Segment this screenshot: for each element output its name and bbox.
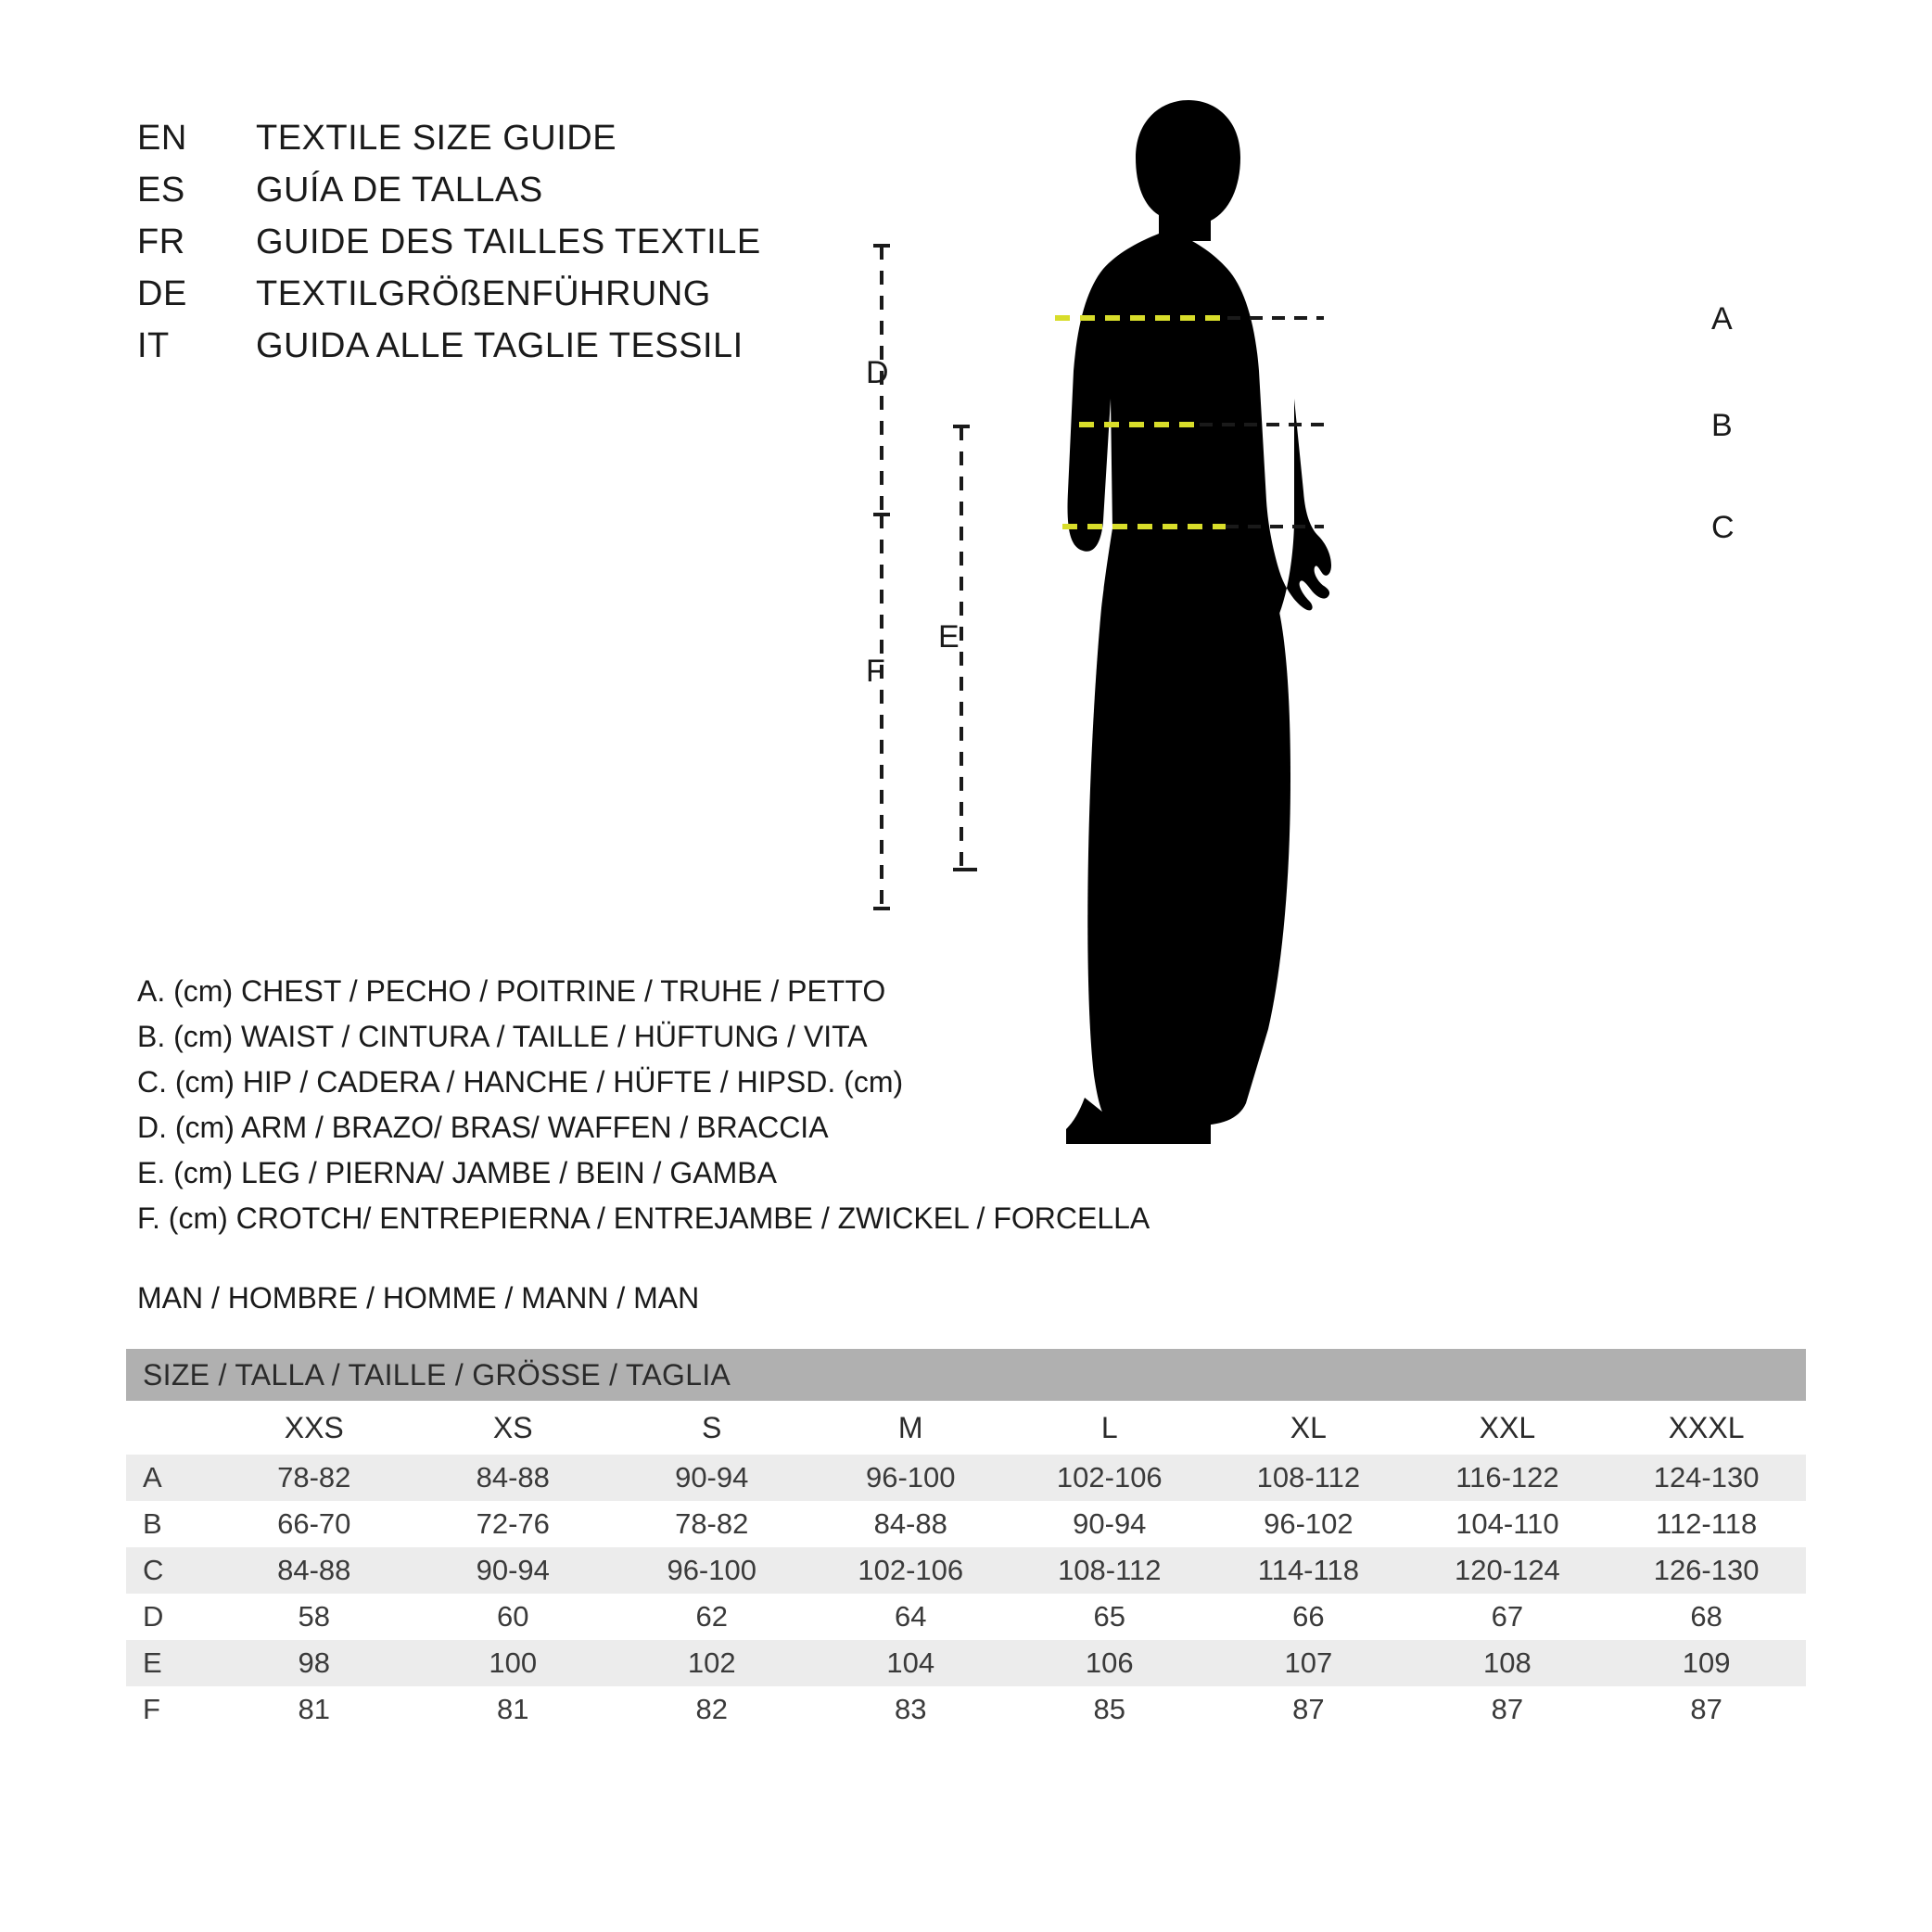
- legend-item-f: F. (cm) CROTCH/ ENTREPIERNA / ENTREJAMBE / ZWICKEL / FORCELLA: [137, 1201, 1150, 1235]
- cell-e-xxxl: 109: [1607, 1640, 1806, 1686]
- cell-c-xxs: 84-88: [214, 1547, 413, 1594]
- cell-c-xxl: 120-124: [1408, 1547, 1608, 1594]
- cell-a-xl: 108-112: [1209, 1455, 1408, 1501]
- table-col-m: M: [811, 1401, 1010, 1455]
- cell-e-xs: 100: [413, 1640, 612, 1686]
- cell-e-l: 106: [1010, 1640, 1210, 1686]
- legend-item-c: C. (cm) HIP / CADERA / HANCHE / HÜFTE / HIPSD. (cm): [137, 1065, 904, 1099]
- language-code-es: ES: [137, 171, 185, 210]
- cell-b-l: 90-94: [1010, 1501, 1210, 1547]
- language-code-en: EN: [137, 119, 187, 158]
- cell-c-l: 108-112: [1010, 1547, 1210, 1594]
- language-code-fr: FR: [137, 222, 185, 261]
- cell-b-xxs: 66-70: [214, 1501, 413, 1547]
- cell-a-l: 102-106: [1010, 1455, 1210, 1501]
- language-title-en: TEXTILE SIZE GUIDE: [256, 119, 617, 158]
- cell-d-m: 64: [811, 1594, 1010, 1640]
- table-col-l: L: [1010, 1401, 1210, 1455]
- cell-d-xl: 66: [1209, 1594, 1408, 1640]
- language-code-it: IT: [137, 326, 170, 365]
- cell-e-xxl: 108: [1408, 1640, 1608, 1686]
- cell-c-m: 102-106: [811, 1547, 1010, 1594]
- cell-c-xl: 114-118: [1209, 1547, 1408, 1594]
- cell-a-m: 96-100: [811, 1455, 1010, 1501]
- cell-a-xxs: 78-82: [214, 1455, 413, 1501]
- cell-d-xxxl: 68: [1607, 1594, 1806, 1640]
- language-title-fr: GUIDE DES TAILLES TEXTILE: [256, 222, 761, 261]
- label-f: F: [866, 654, 885, 689]
- table-band-title: SIZE / TALLA / TAILLE / GRÖSSE / TAGLIA: [126, 1349, 1806, 1401]
- cell-a-xxl: 116-122: [1408, 1455, 1608, 1501]
- label-a: A: [1711, 301, 1733, 337]
- cell-c-xs: 90-94: [413, 1547, 612, 1594]
- cell-a-xs: 84-88: [413, 1455, 612, 1501]
- row-label-d: D: [126, 1594, 214, 1640]
- row-label-c: C: [126, 1547, 214, 1594]
- cell-f-xxl: 87: [1408, 1686, 1608, 1733]
- label-c: C: [1711, 510, 1735, 545]
- row-label-e: E: [126, 1640, 214, 1686]
- table-col-xl: XL: [1209, 1401, 1408, 1455]
- cell-f-xs: 81: [413, 1686, 612, 1733]
- legend-item-b: B. (cm) WAIST / CINTURA / TAILLE / HÜFTUNG / VITA: [137, 1020, 868, 1053]
- row-label-a: A: [126, 1455, 214, 1501]
- table-col-xs: XS: [413, 1401, 612, 1455]
- cell-b-xxxl: 112-118: [1607, 1501, 1806, 1547]
- cell-f-s: 82: [613, 1686, 811, 1733]
- row-label-b: B: [126, 1501, 214, 1547]
- dimension-brackets-svg: [658, 93, 1437, 1205]
- cell-b-m: 84-88: [811, 1501, 1010, 1547]
- size-chart-table: [126, 1349, 1806, 1733]
- cell-c-xxxl: 126-130: [1607, 1547, 1806, 1594]
- cell-f-xxs: 81: [214, 1686, 413, 1733]
- language-code-de: DE: [137, 274, 187, 313]
- table-header-row: [126, 1401, 1806, 1455]
- cell-d-xxs: 58: [214, 1594, 413, 1640]
- language-title-de: TEXTILGRÖßENFÜHRUNG: [256, 274, 711, 313]
- body-measurement-diagram: [866, 93, 1826, 1205]
- table-row: [126, 1594, 1806, 1640]
- table-col-xxl: XXL: [1408, 1401, 1608, 1455]
- legend-item-a: A. (cm) CHEST / PECHO / POITRINE / TRUHE / PETTO: [137, 974, 886, 1008]
- cell-b-xl: 96-102: [1209, 1501, 1408, 1547]
- cell-b-xxl: 104-110: [1408, 1501, 1608, 1547]
- label-e: E: [938, 619, 960, 655]
- language-title-es: GUÍA DE TALLAS: [256, 171, 543, 210]
- table-row: [126, 1686, 1806, 1733]
- cell-e-xxs: 98: [214, 1640, 413, 1686]
- cell-a-xxxl: 124-130: [1607, 1455, 1806, 1501]
- cell-c-s: 96-100: [613, 1547, 811, 1594]
- table-row: [126, 1640, 1806, 1686]
- cell-e-s: 102: [613, 1640, 811, 1686]
- cell-e-m: 104: [811, 1640, 1010, 1686]
- cell-f-xxxl: 87: [1607, 1686, 1806, 1733]
- table-header-corner: [126, 1401, 214, 1455]
- label-d: D: [866, 355, 889, 390]
- row-label-f: F: [126, 1686, 214, 1733]
- table-col-s: S: [613, 1401, 811, 1455]
- table-band-row: [126, 1349, 1806, 1401]
- cell-b-xs: 72-76: [413, 1501, 612, 1547]
- cell-d-xs: 60: [413, 1594, 612, 1640]
- gender-label: MAN / HOMBRE / HOMME / MANN / MAN: [137, 1281, 700, 1315]
- cell-d-xxl: 67: [1408, 1594, 1608, 1640]
- label-b: B: [1711, 408, 1733, 443]
- cell-f-m: 83: [811, 1686, 1010, 1733]
- table-row: [126, 1455, 1806, 1501]
- legend-item-d: D. (cm) ARM / BRAZO/ BRAS/ WAFFEN / BRACCIA: [137, 1111, 829, 1144]
- cell-e-xl: 107: [1209, 1640, 1408, 1686]
- cell-d-l: 65: [1010, 1594, 1210, 1640]
- cell-a-s: 90-94: [613, 1455, 811, 1501]
- cell-f-l: 85: [1010, 1686, 1210, 1733]
- language-title-it: GUIDA ALLE TAGLIE TESSILI: [256, 326, 744, 365]
- cell-b-s: 78-82: [613, 1501, 811, 1547]
- table-row: [126, 1547, 1806, 1594]
- legend-item-e: E. (cm) LEG / PIERNA/ JAMBE / BEIN / GAMBA: [137, 1156, 777, 1189]
- cell-f-xl: 87: [1209, 1686, 1408, 1733]
- table-row: [126, 1501, 1806, 1547]
- table-col-xxs: XXS: [214, 1401, 413, 1455]
- table-col-xxxl: XXXL: [1607, 1401, 1806, 1455]
- cell-d-s: 62: [613, 1594, 811, 1640]
